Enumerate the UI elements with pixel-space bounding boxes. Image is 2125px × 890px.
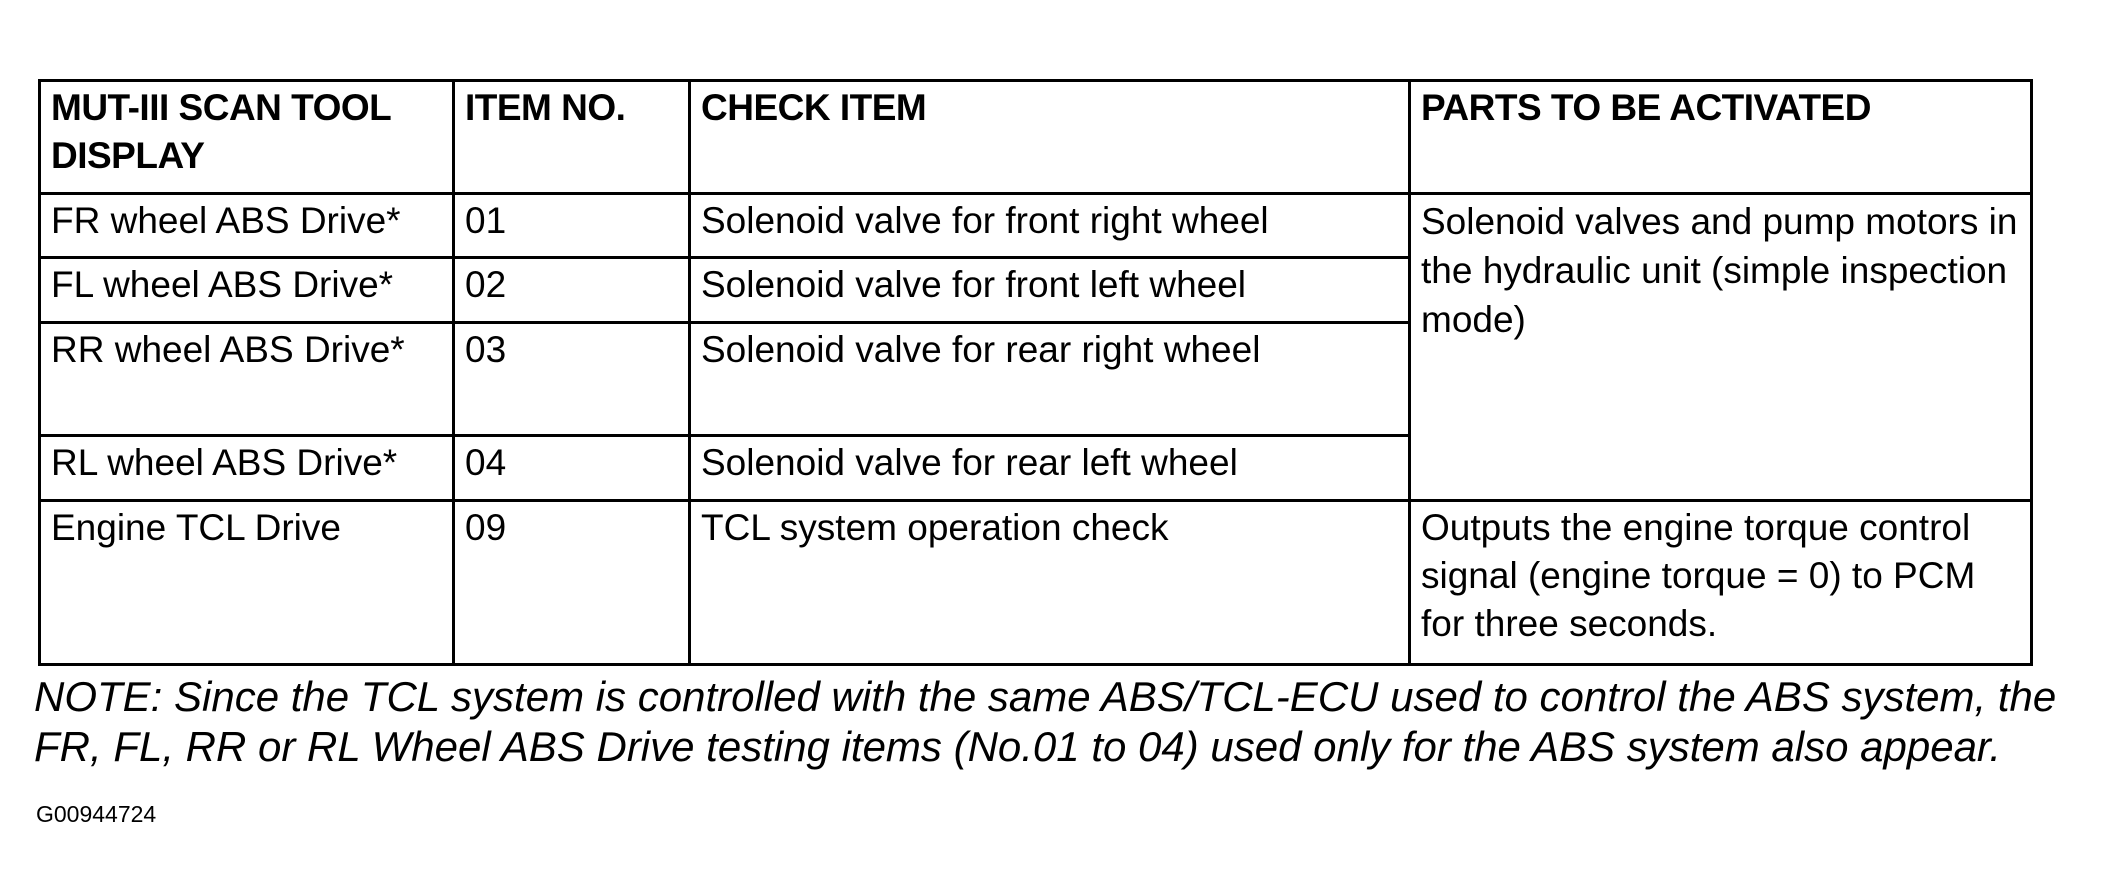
cell-check-item: Solenoid valve for front left wheel [690,258,1410,323]
cell-display: FR wheel ABS Drive* [40,194,454,258]
table-row [40,501,2032,665]
header-check-item: CHECK ITEM [690,81,1410,194]
table-body [40,194,2032,665]
cell-check-item: Solenoid valve for rear right wheel [690,323,1410,436]
figure-code: G00944724 [36,801,157,827]
cell-parts-activated: Outputs the engine torque control signal (engine torque = 0) to PCM for three seconds. [1410,501,2032,665]
header-parts-activated: PARTS TO BE ACTIVATED [1410,81,2032,194]
cell-display: FL wheel ABS Drive* [40,258,454,323]
cell-item-no: 09 [454,501,690,665]
actuator-test-table [38,79,2033,666]
cell-display: Engine TCL Drive [40,501,454,665]
cell-check-item: Solenoid valve for front right wheel [690,194,1410,258]
cell-display: RR wheel ABS Drive* [40,323,454,436]
table-note: NOTE: Since the TCL system is controlled with the same ABS/TCL-ECU used to control the ABS system, the FR, FL, RR or RL Wheel ABS Drive testing items (No.01 to 04) used only for the ABS system also appear. [34,673,2057,770]
table-header [40,81,2032,194]
cell-item-no: 03 [454,323,690,436]
cell-item-no: 04 [454,436,690,501]
header-display: MUT-III SCAN TOOL DISPLAY [40,81,454,194]
scan-tool-actuator-test-table [38,79,2030,666]
cell-check-item: TCL system operation check [690,501,1410,665]
cell-display: RL wheel ABS Drive* [40,436,454,501]
cell-check-item: Solenoid valve for rear left wheel [690,436,1410,501]
header-item-no: ITEM NO. [454,81,690,194]
cell-item-no: 01 [454,194,690,258]
table-row [40,194,2032,258]
cell-abs-parts-activated: Solenoid valves and pump motors in the hydraulic unit (simple inspection mode) [1410,194,2032,501]
header-row [40,81,2032,194]
cell-item-no: 02 [454,258,690,323]
